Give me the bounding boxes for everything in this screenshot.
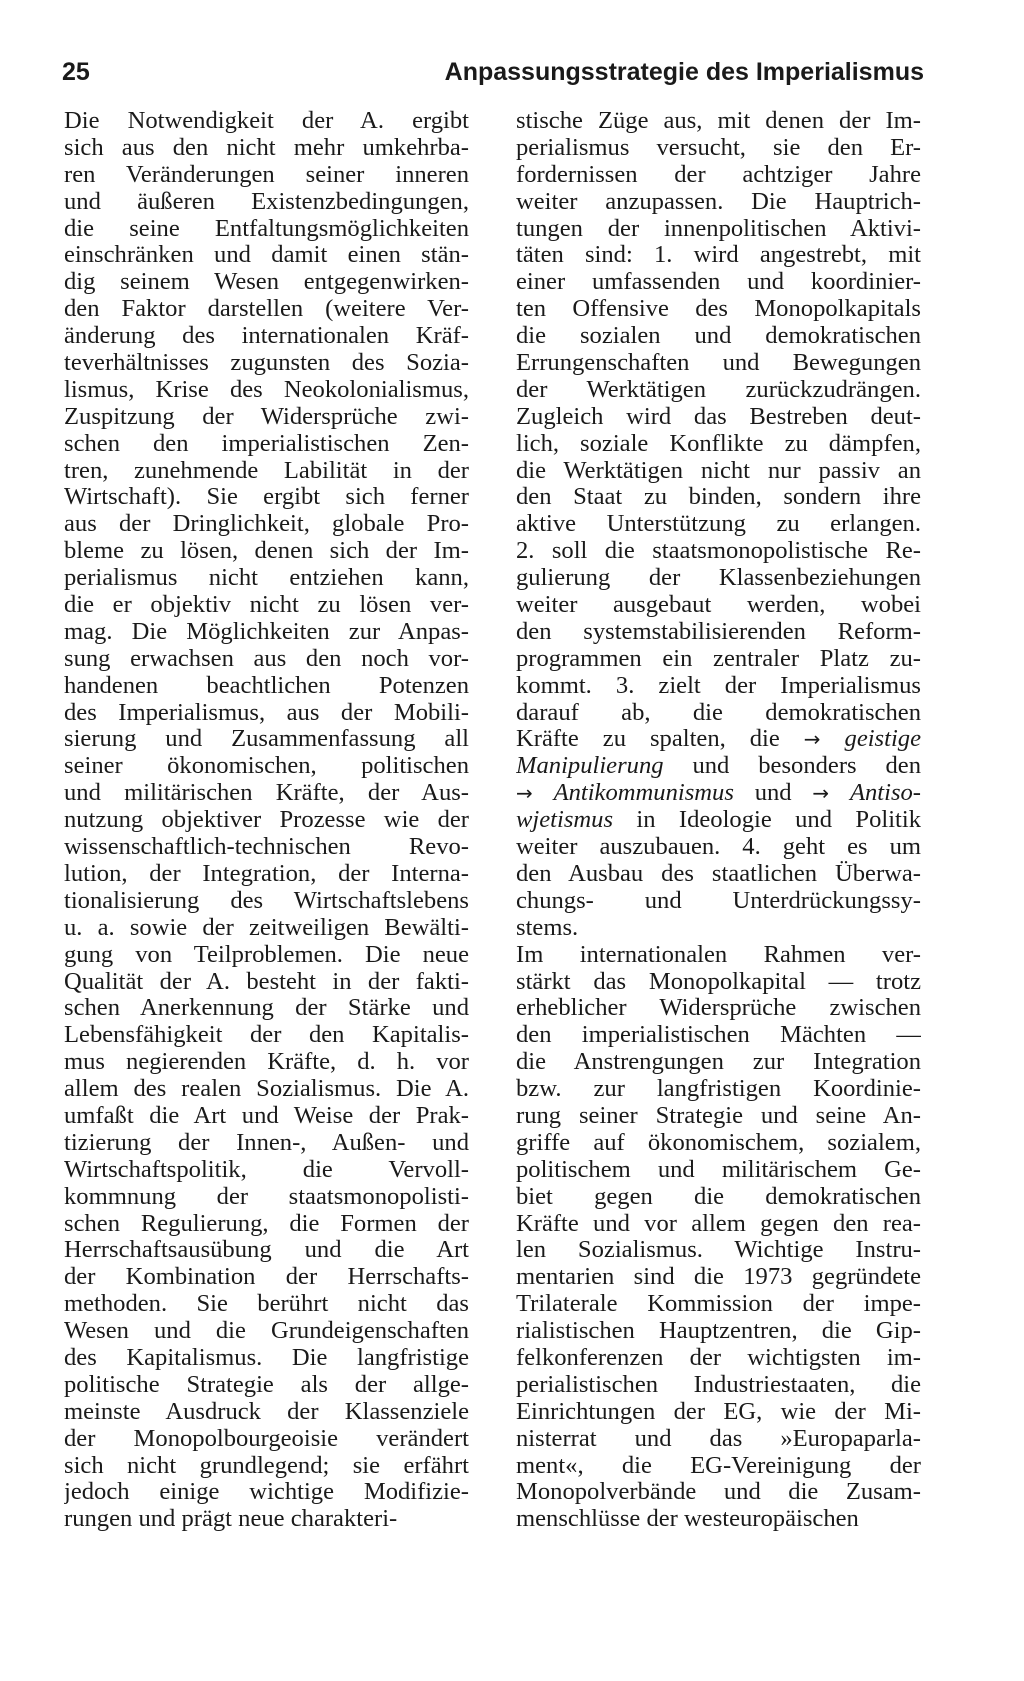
text-line: politische Strategie als der allge- xyxy=(64,1371,469,1398)
text-line: programmen ein zentraler Platz zu- xyxy=(516,645,921,672)
text-line: stärkt das Monopolkapital — trotz xyxy=(516,968,921,995)
text-line: tizierung der Innen-, Außen- und xyxy=(64,1129,469,1156)
running-title: Anpassungsstrategie des Imperialismus xyxy=(444,58,924,86)
text-line: kommt. 3. zielt der Imperialismus xyxy=(516,672,921,699)
text-line: Im internationalen Rahmen ver- xyxy=(516,941,921,968)
text-line: darauf ab, die demokratischen xyxy=(516,699,921,726)
text-line: chungs- und Unterdrückungssy- xyxy=(516,887,921,914)
text-line: Zugleich wird das Bestreben deut- xyxy=(516,403,921,430)
text-line: lich, soziale Konflikte zu dämpfen, xyxy=(516,430,921,457)
text-line: handenen beachtlichen Potenzen xyxy=(64,672,469,699)
text-line: griffe auf ökonomischem, sozialem, xyxy=(516,1129,921,1156)
text-line: stems. xyxy=(516,914,579,941)
text-line: methoden. Sie berührt nicht das xyxy=(64,1291,469,1318)
text-line: gulierung der Klassenbeziehungen xyxy=(516,565,921,592)
text-line: perialismus nicht entziehen kann, xyxy=(64,565,469,592)
text-line: den systemstabilisierenden Reform- xyxy=(516,618,921,645)
text-line: Trilaterale Kommission der impe- xyxy=(516,1291,921,1318)
text-line: allem des realen Sozialismus. Die A. xyxy=(64,1076,469,1103)
text-line: Monopolverbände und die Zusam- xyxy=(516,1479,921,1506)
text-line: biet gegen die demokratischen xyxy=(516,1183,921,1210)
text-line: umfaßt die Art und Weise der Prak- xyxy=(64,1102,469,1129)
text-line: dig seinem Wesen entgegenwirken- xyxy=(64,269,469,296)
text-line: mus negierenden Kräfte, d. h. vor xyxy=(64,1049,469,1076)
arrow-icon: → xyxy=(812,781,830,806)
text-line: den imperialistischen Mächten — xyxy=(516,1022,921,1049)
text-line: tionalisierung des Wirtschaftslebens xyxy=(64,887,469,914)
text-line: den Ausbau des staatlichen Überwa- xyxy=(516,860,921,887)
text-line: seiner ökonomischen, politischen xyxy=(64,753,469,780)
text-line: weiter anzupassen. Die Hauptrich- xyxy=(516,188,921,215)
page-number: 25 xyxy=(62,58,90,86)
arrow-icon: → xyxy=(516,781,533,806)
text-line: einschränken und damit einen stän- xyxy=(64,242,469,269)
text-line: Qualität der A. besteht in der fakti- xyxy=(64,968,469,995)
left-column xyxy=(64,108,469,1533)
text-line: meinste Ausdruck der Klassenziele xyxy=(64,1398,469,1425)
text-line: tungen der innenpolitischen Aktivi- xyxy=(516,215,921,242)
text-line: Wesen und die Grundeigenschaften xyxy=(64,1318,469,1345)
text-line: wissenschaftlich-technischen Revo- xyxy=(64,834,469,861)
text-line: sich aus den nicht mehr umkehrba- xyxy=(64,134,469,161)
text-line: rung seiner Strategie und seine An- xyxy=(516,1102,921,1129)
right-column xyxy=(516,108,921,1533)
text-line: Die Notwendigkeit der A. ergibt xyxy=(64,108,469,134)
text-line: Kräfte und vor allem gegen den rea- xyxy=(516,1210,921,1237)
text-line: die sozialen und demokratischen xyxy=(516,323,921,350)
text-line: Herrschaftsausübung und die Art xyxy=(64,1237,469,1264)
text-line: bzw. zur langfristigen Koordinie- xyxy=(516,1076,921,1103)
text-line: rungen und prägt neue charakteri- xyxy=(64,1506,398,1533)
text-line: Wirtschaftspolitik, die Vervoll- xyxy=(64,1156,469,1183)
text-line: tren, zunehmende Labilität in der xyxy=(64,457,469,484)
text-line: teverhältnisses zugunsten des Sozia- xyxy=(64,350,469,377)
text-line: die er objektiv nicht zu lösen ver- xyxy=(64,592,469,619)
text-line: wjetismus in Ideologie und Politik xyxy=(516,807,921,834)
text-line: sung erwachsen aus den noch vor- xyxy=(64,645,469,672)
text-line: aktive Unterstützung zu erlangen. xyxy=(516,511,921,538)
text-line: weiter ausgebaut werden, wobei xyxy=(516,592,921,619)
text-line: → Antikommunismus und → Antiso- xyxy=(516,780,921,807)
text-line: Kräfte zu spalten, die → geistige xyxy=(516,726,921,753)
text-line: schen Anerkennung der Stärke und xyxy=(64,995,469,1022)
text-line: ren Veränderungen seiner inneren xyxy=(64,161,469,188)
text-line: und militärischen Kräfte, der Aus- xyxy=(64,780,469,807)
text-line: die seine Entfaltungsmöglichkeiten xyxy=(64,215,469,242)
text-line: die Anstrengungen zur Integration xyxy=(516,1049,921,1076)
text-line: u. a. sowie der zeitweiligen Bewälti- xyxy=(64,914,469,941)
text-line: Lebensfähigkeit der den Kapitalis- xyxy=(64,1022,469,1049)
text-line: des Imperialismus, aus der Mobili- xyxy=(64,699,469,726)
text-line: Zuspitzung der Widersprüche zwi- xyxy=(64,403,469,430)
text-line: der Monopolbourgeoisie verändert xyxy=(64,1425,469,1452)
text-line: der Werktätigen zurückzudrängen. xyxy=(516,376,921,403)
text-line: 2. soll die staatsmonopolistische Re- xyxy=(516,538,921,565)
text-line: rialistischen Hauptzentren, die Gip- xyxy=(516,1318,921,1345)
text-line: täten sind: 1. wird angestrebt, mit xyxy=(516,242,921,269)
text-line: stische Züge aus, mit denen der Im- xyxy=(516,108,921,134)
text-line: und äußeren Existenzbedingungen, xyxy=(64,188,469,215)
text-line: den Staat zu binden, sondern ihre xyxy=(516,484,921,511)
text-line: änderung des internationalen Kräf- xyxy=(64,323,469,350)
text-line: ment«, die EG-Vereinigung der xyxy=(516,1452,921,1479)
text-line: fordernissen der achtziger Jahre xyxy=(516,161,921,188)
page-header xyxy=(62,58,924,92)
text-line: perialistischen Industriestaaten, die xyxy=(516,1371,921,1398)
text-line: politischem und militärischem Ge- xyxy=(516,1156,921,1183)
text-line: den Faktor darstellen (weitere Ver- xyxy=(64,296,469,323)
text-line: lution, der Integration, der Interna- xyxy=(64,860,469,887)
text-line: jedoch einige wichtige Modifizie- xyxy=(64,1479,469,1506)
text-line: weiter auszubauen. 4. geht es um xyxy=(516,834,921,861)
text-line: len Sozialismus. Wichtige Instru- xyxy=(516,1237,921,1264)
text-line: schen den imperialistischen Zen- xyxy=(64,430,469,457)
text-line: menschlüsse der westeuropäischen xyxy=(516,1506,859,1533)
text-line: mentarien sind die 1973 gegründete xyxy=(516,1264,921,1291)
text-line: mag. Die Möglichkeiten zur Anpas- xyxy=(64,618,469,645)
text-line: Manipulierung und besonders den xyxy=(516,753,921,780)
text-line: nisterrat und das »Europaparla- xyxy=(516,1425,921,1452)
text-line: der Kombination der Herrschafts- xyxy=(64,1264,469,1291)
text-line: bleme zu lösen, denen sich der Im- xyxy=(64,538,469,565)
text-line: Wirtschaft). Sie ergibt sich ferner xyxy=(64,484,469,511)
text-line: einer umfassenden und koordinier- xyxy=(516,269,921,296)
text-line: Errungenschaften und Bewegungen xyxy=(516,350,921,377)
text-line: felkonferenzen der wichtigsten im- xyxy=(516,1344,921,1371)
text-line: ten Offensive des Monopolkapitals xyxy=(516,296,921,323)
text-line: die Werktätigen nicht nur passiv an xyxy=(516,457,921,484)
text-line: Einrichtungen der EG, wie der Mi- xyxy=(516,1398,921,1425)
text-line: des Kapitalismus. Die langfristige xyxy=(64,1344,469,1371)
text-line: lismus, Krise des Neokolonialismus, xyxy=(64,376,469,403)
text-line: kommnung der staatsmonopolisti- xyxy=(64,1183,469,1210)
text-line: sierung und Zusammenfassung all xyxy=(64,726,469,753)
text-line: gung von Teilproblemen. Die neue xyxy=(64,941,469,968)
text-line: erheblicher Widersprüche zwischen xyxy=(516,995,921,1022)
text-line: sich nicht grundlegend; sie erfährt xyxy=(64,1452,469,1479)
text-line: schen Regulierung, die Formen der xyxy=(64,1210,469,1237)
text-line: perialismus versucht, sie den Er- xyxy=(516,134,921,161)
text-line: aus der Dringlichkeit, globale Pro- xyxy=(64,511,469,538)
arrow-icon: → xyxy=(803,727,821,752)
text-line: nutzung objektiver Prozesse wie der xyxy=(64,807,469,834)
